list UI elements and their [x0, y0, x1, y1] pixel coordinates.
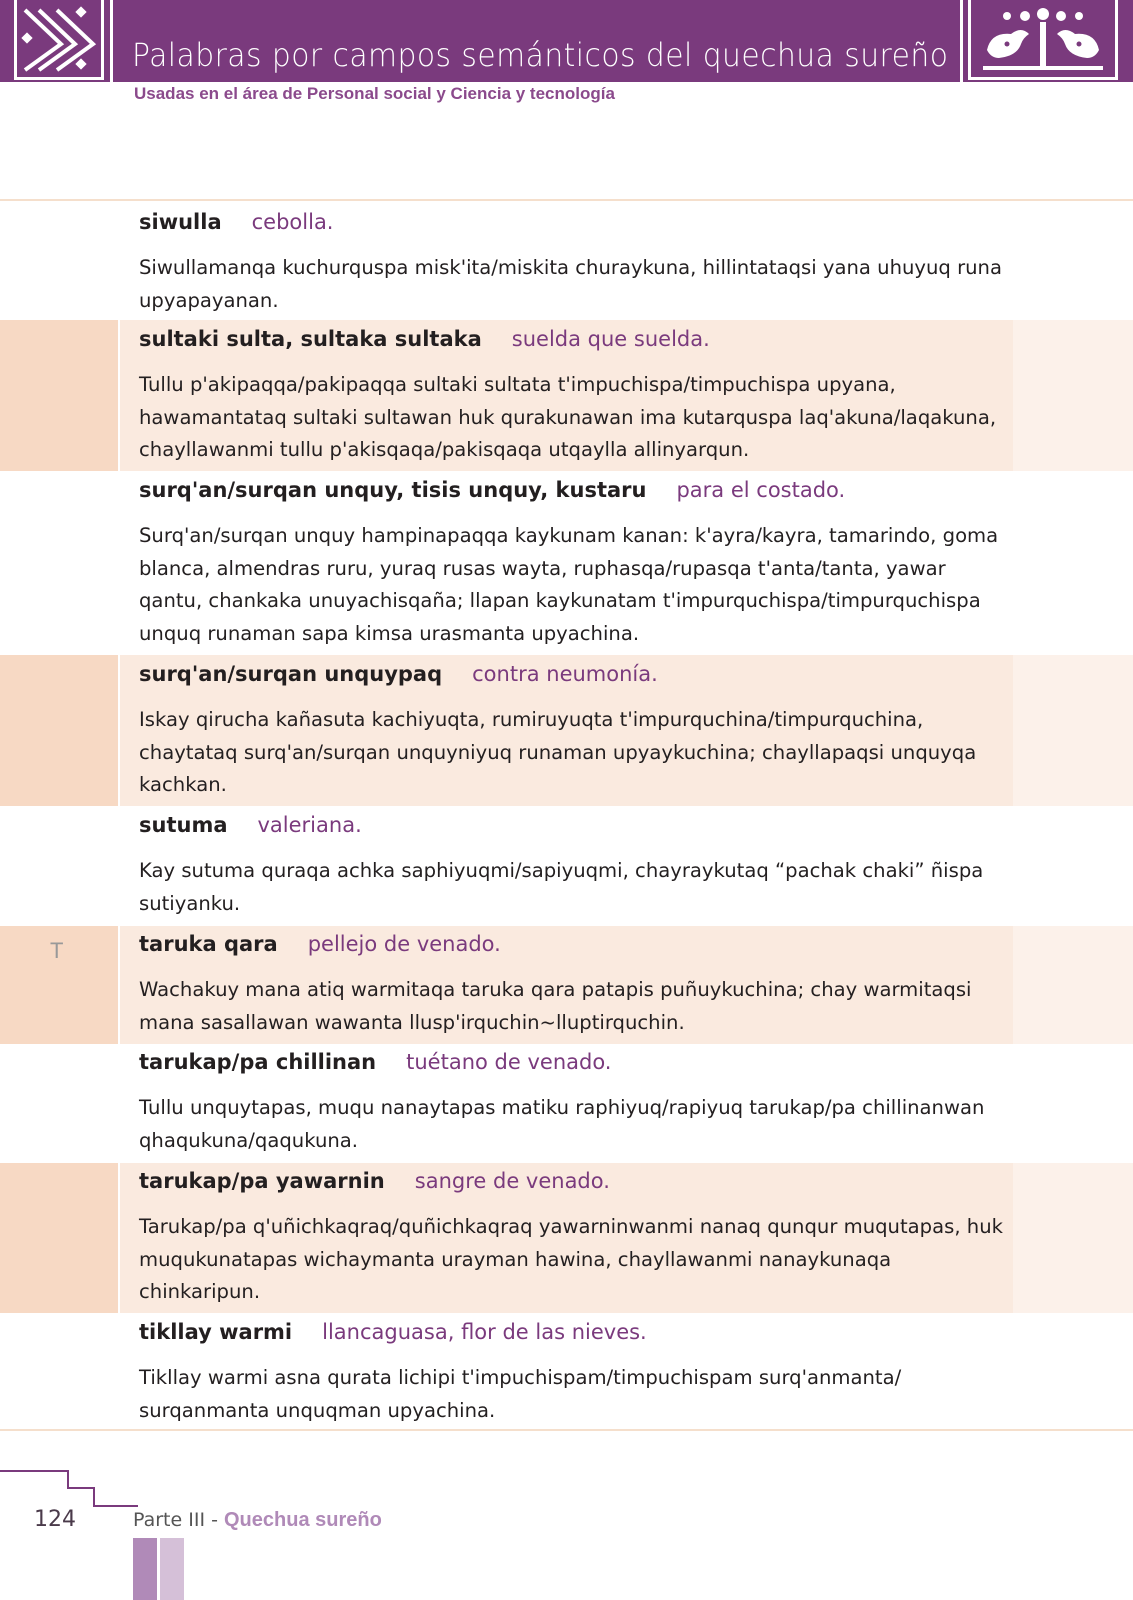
entry-description: Wachakuy mana atiq warmitaqa taruka qara patapis puñuykuchina; chay warmitaqsi mana sasallawan wawanta llusp'irquchin~lluptirquchin. [139, 978, 972, 1034]
divider-line [0, 199, 1133, 201]
divider-line [0, 1429, 1133, 1431]
geometric-ornament-icon [21, 4, 99, 74]
page-subtitle: Usadas en el área de Personal social y Ciencia y tecnología [134, 84, 615, 103]
right-ornament [968, 0, 1118, 80]
entry-description: Tullu p'akipaqqa/pakipaqqa sultaki sultata t'impuchispa/timpuchispa upyana, hawamantataq sultaki sultawan huk qurakunawan ima kutarquspa laq'akuna/laqakuna, chayllawanmi tullu p'akisqaqa/pakisqaqa utqaylla allinyarqun. [139, 373, 997, 462]
entry-gloss: cebolla. [251, 210, 334, 234]
entry-term: sutuma [139, 813, 228, 837]
entry-term: tikllay warmi [139, 1320, 293, 1344]
entry-description: Tikllay warmi asna qurata lichipi t'impuchispam/timpuchispam surq'anmanta/ surqanmanta unquqman upyachina. [139, 1366, 902, 1422]
entry-description: Iskay qirucha kañasuta kachiyuqta, rumiruyuqta t'impurquchina/timpurquchina, chaytataq surq'an/surqan unquyniyuq runaman upyaykuchina; chayllapaqsi unquyqa kachkan. [139, 708, 977, 797]
entry-gloss: tuétano de venado. [406, 1050, 612, 1074]
dictionary-entry [139, 210, 1009, 317]
dictionary-entry [139, 327, 1009, 467]
entry-description: Siwullamanqa kuchurquspa misk'ita/miskita churaykuna, hillintataqsi yana uhuyuq runa upyapayanan. [139, 256, 1002, 312]
entry-description: Surq'an/surqan unquy hampinapaqqa kaykunam kanan: k'ayra/kayra, tamarindo, goma blanca, almendras ruru, yuraq rusas wayta, ruphasqa/rupasqa t'anta/tanta, yawar qantu, chankaka unuyachisqaña; llapan kaykunatam t'impurquchispa/timpurquchispa unquq runaman sapa kimsa urasmanta upyachina. [139, 524, 999, 646]
dictionary-entry [139, 1050, 1009, 1157]
birds-tree-ornament-icon [977, 4, 1109, 76]
entry-gloss: valeriana. [257, 813, 362, 837]
entry-term: surq'an/surqan unquy, tisis unquy, kustaru [139, 478, 647, 502]
page-title: Palabras por campos semánticos del quechua sureño [132, 36, 949, 74]
page-header [0, 0, 1133, 82]
entry-gloss: llancaguasa, flor de las nieves. [322, 1320, 647, 1344]
entry-gloss: pellejo de venado. [307, 932, 501, 956]
entry-gloss: sangre de venado. [414, 1169, 610, 1193]
entry-description: Tullu unquytapas, muqu nanaytapas matiku raphiyuq/rapiyuq tarukap/pa chillinanwan qhaqukuna/qaqukuna. [139, 1096, 985, 1152]
dictionary-entry [139, 662, 1009, 802]
entry-term: tarukap/pa chillinan [139, 1050, 377, 1074]
dictionary-entry [139, 478, 1009, 651]
entry-description: Tarukap/pa q'uñichkaqraq/quñichkaqraq yawarninwanmi nanaq qunqur muqutapas, huk muqukunatapas wichaymanta urayman hawina, chayllawanmi nanaykunaqa chinkaripun. [139, 1215, 1003, 1304]
dictionary-entry [139, 1169, 1009, 1309]
section-letter: T [50, 938, 64, 963]
footer-bar [160, 1538, 184, 1600]
part-accent: Quechua sureño [223, 1509, 382, 1531]
header-divider [960, 0, 963, 82]
header-divider [110, 0, 113, 82]
entry-term: tarukap/pa yawarnin [139, 1169, 385, 1193]
dictionary-entry [139, 932, 1009, 1039]
footer-part-label [133, 1509, 382, 1532]
part-label: Parte III - [133, 1509, 224, 1531]
entry-gloss: suelda que suelda. [511, 327, 710, 351]
dictionary-entry [139, 1320, 1009, 1427]
entry-description: Kay sutuma quraqa achka saphiyuqmi/sapiyuqmi, chayraykutaq “pachak chaki” ñispa sutiyanku. [139, 859, 984, 915]
entry-gloss: para el costado. [676, 478, 846, 502]
entry-term: siwulla [139, 210, 222, 234]
dictionary-entry [139, 813, 1009, 920]
entry-term: sultaki sulta, sultaka sultaka [139, 327, 482, 351]
entry-gloss: contra neumonía. [472, 662, 658, 686]
footer-bar [133, 1538, 157, 1600]
left-ornament [14, 0, 104, 80]
entry-term: taruka qara [139, 932, 278, 956]
page-number: 124 [34, 1507, 76, 1532]
entry-term: surq'an/surqan unquypaq [139, 662, 443, 686]
